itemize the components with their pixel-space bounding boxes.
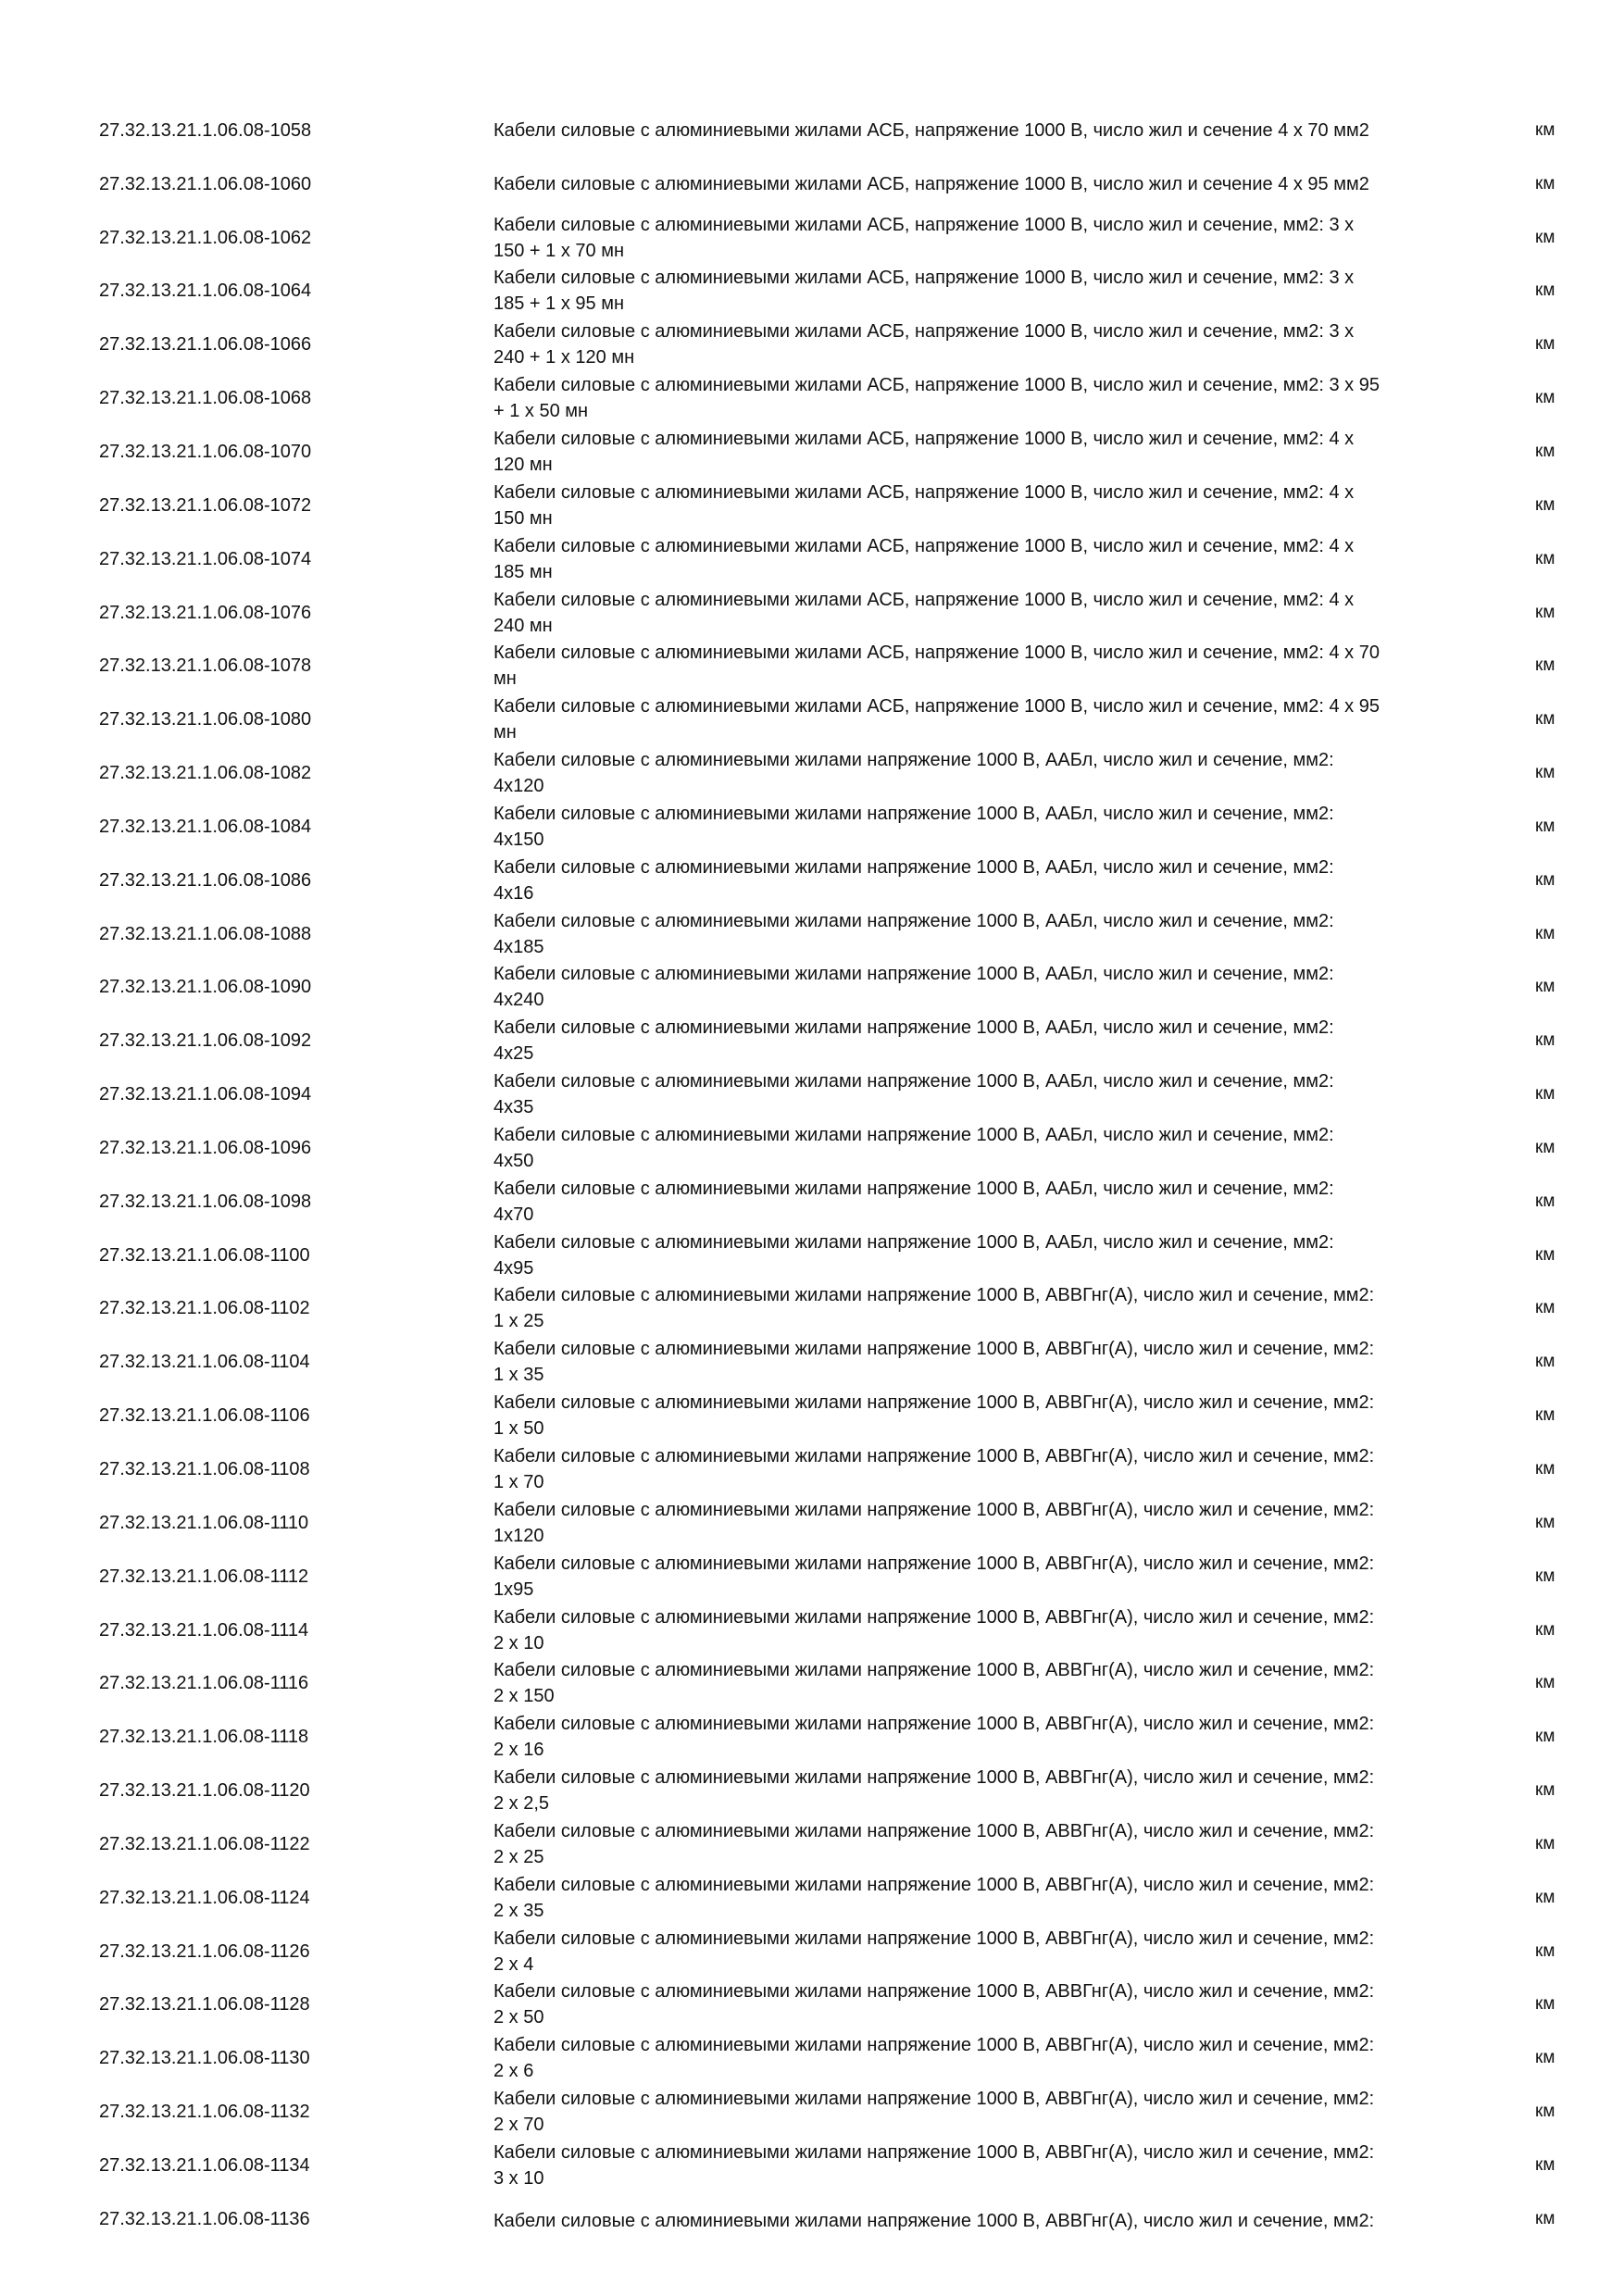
item-unit: км [1535,1833,1555,1853]
item-unit: км [1535,1673,1555,1693]
table-row [0,961,1624,1015]
item-code: 27.32.13.21.1.06.08-1112 [99,1566,309,1587]
item-description: Кабели силовые с алюминиевыми жилами напряжение 1000 В, АВВГнг(А), число жил и сечение, мм2: 1х120 [493,1499,1375,1546]
item-unit: км [1535,334,1555,355]
table-row [0,2031,1624,2085]
table-row [0,1925,1624,1978]
item-description: Кабели силовые с алюминиевыми жилами напряжение 1000 В, ААБл, число жил и сечение, мм2: 4х16 [493,856,1334,904]
item-description: Кабели силовые с алюминиевыми жилами напряжение 1000 В, ААБл, число жил и сечение, мм2: 4х185 [493,910,1334,957]
table-row [0,1710,1624,1764]
item-code: 27.32.13.21.1.06.08-1124 [99,1887,310,1908]
item-unit: км [1535,1084,1555,1104]
item-unit: км [1535,2154,1555,2175]
item-code: 27.32.13.21.1.06.08-1110 [99,1512,309,1533]
item-code: 27.32.13.21.1.06.08-1074 [99,548,312,569]
item-unit: км [1535,655,1555,676]
item-code: 27.32.13.21.1.06.08-1120 [99,1780,310,1802]
item-code: 27.32.13.21.1.06.08-1070 [99,441,312,462]
item-unit: км [1535,2048,1555,2068]
item-unit: км [1535,1137,1555,1157]
item-unit: км [1535,1298,1555,1318]
item-unit: км [1535,1405,1555,1426]
item-description: Кабели силовые с алюминиевыми жилами АСБ, напряжение 1000 В, число жил и сечение, мм2: 4 х 95 мн [493,696,1380,743]
item-description: Кабели силовые с алюминиевыми жилами напряжение 1000 В, ААБл, число жил и сечение, мм2: 4х95 [493,1231,1334,1279]
item-code: 27.32.13.21.1.06.08-1104 [99,1352,310,1373]
item-description: Кабели силовые с алюминиевыми жилами напряжение 1000 В, АВВГнг(А), число жил и сечение, мм2: 1 х 50 [493,1392,1375,1440]
item-description: Кабели силовые с алюминиевыми жилами напряжение 1000 В, АВВГнг(А), число жил и сечение, мм2: 2 х 2,5 [493,1767,1375,1815]
table-row [0,1229,1624,1282]
item-code: 27.32.13.21.1.06.08-1106 [99,1405,310,1427]
item-description: Кабели силовые с алюминиевыми жилами напряжение 1000 В, АВВГнг(А), число жил и сечение, мм2: 2 х 4 [493,1928,1375,1975]
item-unit: км [1535,1191,1555,1211]
item-code: 27.32.13.21.1.06.08-1128 [99,1994,310,2015]
table-row [0,1175,1624,1229]
item-code: 27.32.13.21.1.06.08-1064 [99,281,312,302]
item-code: 27.32.13.21.1.06.08-1092 [99,1030,312,1052]
item-unit: км [1535,1352,1555,1372]
item-unit: км [1535,763,1555,783]
item-code: 27.32.13.21.1.06.08-1060 [99,173,312,194]
item-description: Кабели силовые с алюминиевыми жилами напряжение 1000 В, АВВГнг(А), число жил и сечение, мм2: 2 х 35 [493,1874,1375,1921]
item-description: Кабели силовые с алюминиевыми жилами напряжение 1000 В, ААБл, число жил и сечение, мм2: 4х240 [493,964,1334,1011]
table-row [0,1656,1624,1710]
table-row [0,425,1624,479]
table-row [0,211,1624,265]
item-code: 27.32.13.21.1.06.08-1102 [99,1298,310,1319]
item-code: 27.32.13.21.1.06.08-1090 [99,977,312,998]
item-unit: км [1535,1459,1555,1479]
item-code: 27.32.13.21.1.06.08-1122 [99,1833,310,1854]
item-description: Кабели силовые с алюминиевыми жилами напряжение 1000 В, АВВГнг(А), число жил и сечение, мм2: 3 х 10 [493,2141,1375,2189]
item-description: Кабели силовые с алюминиевыми жилами напряжение 1000 В, АВВГнг(А), число жил и сечение, мм2: 1х95 [493,1553,1375,1600]
item-unit: км [1535,1727,1555,1747]
table-row [0,2139,1624,2192]
table-row [0,1603,1624,1657]
item-description: Кабели силовые с алюминиевыми жилами АСБ, напряжение 1000 В, число жил и сечение, мм2: 4 х 150 мн [493,481,1355,529]
table-row [0,318,1624,371]
item-description: Кабели силовые с алюминиевыми жилами напряжение 1000 В, АВВГнг(А), число жил и сечение, мм2: 2 х 6 [493,2035,1375,2082]
item-description: Кабели силовые с алюминиевыми жилами напряжение 1000 В, АВВГнг(А), число жил и сечение, мм2: 2 х 25 [493,1820,1375,1867]
item-unit: км [1535,1512,1555,1532]
item-unit: км [1535,1994,1555,2015]
table-row [0,1817,1624,1871]
item-unit: км [1535,173,1555,193]
item-description: Кабели силовые с алюминиевыми жилами напряжение 1000 В, АВВГнг(А), число жил и сечение, мм2: 2 х 150 [493,1660,1375,1707]
item-unit: км [1535,548,1555,568]
item-description: Кабели силовые с алюминиевыми жилами АСБ, напряжение 1000 В, число жил и сечение, мм2: 4 х 70 мн [493,643,1380,690]
item-unit: км [1535,1244,1555,1265]
item-description: Кабели силовые с алюминиевыми жилами напряжение 1000 В, АВВГнг(А), число жил и сечение, мм2: 2 х 16 [493,1714,1375,1761]
item-description: Кабели силовые с алюминиевыми жилами АСБ, напряжение 1000 В, число жил и сечение, мм2: 4 х 120 мн [493,428,1355,475]
item-code: 27.32.13.21.1.06.08-1126 [99,1940,310,1962]
item-code: 27.32.13.21.1.06.08-1088 [99,923,312,944]
item-unit: км [1535,602,1555,622]
item-unit: км [1535,2208,1555,2228]
table-row [0,1978,1624,2032]
item-code: 27.32.13.21.1.06.08-1130 [99,2048,310,2069]
item-code: 27.32.13.21.1.06.08-1078 [99,655,312,677]
table-row [0,157,1624,211]
table-row [0,586,1624,640]
item-code: 27.32.13.21.1.06.08-1080 [99,709,312,730]
item-description: Кабели силовые с алюминиевыми жилами напряжение 1000 В, ААБл, число жил и сечение, мм2: 4х35 [493,1071,1334,1118]
table-row [0,1121,1624,1175]
item-code: 27.32.13.21.1.06.08-1096 [99,1137,312,1158]
table-row [0,1282,1624,1336]
table-row [0,265,1624,318]
item-unit: км [1535,977,1555,997]
item-code: 27.32.13.21.1.06.08-1066 [99,334,312,356]
item-unit: км [1535,869,1555,890]
table-row [0,371,1624,425]
item-description: Кабели силовые с алюминиевыми жилами напряжение 1000 В, АВВГнг(А), число жил и сечение, мм2: 2 х 10 [493,1606,1375,1653]
item-code: 27.32.13.21.1.06.08-1086 [99,869,312,891]
item-code: 27.32.13.21.1.06.08-1076 [99,602,312,623]
table-row [0,1871,1624,1925]
item-code: 27.32.13.21.1.06.08-1098 [99,1191,312,1212]
item-unit: км [1535,388,1555,408]
item-description: Кабели силовые с алюминиевыми жилами напряжение 1000 В, АВВГнг(А), число жил и сечение, мм2: [493,2210,1375,2231]
item-unit: км [1535,119,1555,140]
item-unit: км [1535,1940,1555,1961]
table-row [0,1442,1624,1496]
item-unit: км [1535,923,1555,943]
table-row [0,1014,1624,1067]
item-unit: км [1535,227,1555,247]
item-description: Кабели силовые с алюминиевыми жилами напряжение 1000 В, ААБл, число жил и сечение, мм2: 4х25 [493,1017,1334,1065]
table-row [0,104,1624,157]
price-table [0,104,1624,2246]
item-description: Кабели силовые с алюминиевыми жилами напряжение 1000 В, АВВГнг(А), число жил и сечение, мм2: 1 х 35 [493,1339,1375,1386]
item-unit: км [1535,1887,1555,1907]
table-row [0,2085,1624,2139]
item-description: Кабели силовые с алюминиевыми жилами напряжение 1000 В, ААБл, число жил и сечение, мм2: 4х120 [493,750,1334,797]
item-unit: км [1535,1030,1555,1051]
table-row [0,800,1624,854]
item-code: 27.32.13.21.1.06.08-1134 [99,2154,310,2176]
item-description: Кабели силовые с алюминиевыми жилами напряжение 1000 В, ААБл, число жил и сечение, мм2: 4х50 [493,1124,1334,1171]
item-description: Кабели силовые с алюминиевыми жилами напряжение 1000 В, АВВГнг(А), число жил и сечение, мм2: 1 х 25 [493,1285,1375,1332]
item-code: 27.32.13.21.1.06.08-1068 [99,388,312,409]
item-code: 27.32.13.21.1.06.08-1118 [99,1727,309,1748]
item-description: Кабели силовые с алюминиевыми жилами напряжение 1000 В, ААБл, число жил и сечение, мм2: 4х150 [493,803,1334,850]
item-description: Кабели силовые с алюминиевыми жилами АСБ, напряжение 1000 В, число жил и сечение, мм2: 3 х 240 + 1 х 120 мн [493,321,1355,368]
table-row [0,693,1624,746]
item-description: Кабели силовые с алюминиевыми жилами напряжение 1000 В, АВВГнг(А), число жил и сечение, мм2: 1 х 70 [493,1446,1375,1493]
table-row [0,2192,1624,2246]
item-code: 27.32.13.21.1.06.08-1084 [99,816,312,837]
item-code: 27.32.13.21.1.06.08-1108 [99,1459,310,1480]
item-unit: км [1535,1780,1555,1801]
item-code: 27.32.13.21.1.06.08-1062 [99,227,312,248]
item-unit: км [1535,1619,1555,1640]
table-row [0,639,1624,693]
item-description: Кабели силовые с алюминиевыми жилами напряжение 1000 В, АВВГнг(А), число жил и сечение, мм2: 2 х 50 [493,1981,1375,2028]
item-code: 27.32.13.21.1.06.08-1082 [99,763,312,784]
item-code: 27.32.13.21.1.06.08-1072 [99,494,312,516]
table-row [0,1389,1624,1442]
item-unit: км [1535,816,1555,836]
item-unit: км [1535,1566,1555,1586]
item-description: Кабели силовые с алюминиевыми жилами АСБ, напряжение 1000 В, число жил и сечение, мм2: 3 х 185 + 1 х 95 мн [493,268,1355,315]
table-row [0,1067,1624,1121]
item-description: Кабели силовые с алюминиевыми жилами АСБ, напряжение 1000 В, число жил и сечение 4 х 70 мм2 [493,119,1369,141]
item-code: 27.32.13.21.1.06.08-1116 [99,1673,309,1694]
item-unit: км [1535,709,1555,730]
item-code: 27.32.13.21.1.06.08-1114 [99,1619,309,1641]
item-description: Кабели силовые с алюминиевыми жилами АСБ, напряжение 1000 В, число жил и сечение, мм2: 4 х 185 мн [493,535,1355,582]
item-code: 27.32.13.21.1.06.08-1136 [99,2208,310,2229]
item-description: Кабели силовые с алюминиевыми жилами АСБ, напряжение 1000 В, число жил и сечение, мм2: 3 х 150 + 1 х 70 мн [493,214,1355,261]
item-unit: км [1535,281,1555,301]
item-description: Кабели силовые с алюминиевыми жилами АСБ, напряжение 1000 В, число жил и сечение 4 х 95 мм2 [493,173,1369,194]
item-code: 27.32.13.21.1.06.08-1094 [99,1084,312,1105]
item-code: 27.32.13.21.1.06.08-1100 [99,1244,310,1266]
table-row [0,854,1624,907]
item-description: Кабели силовые с алюминиевыми жилами АСБ, напряжение 1000 В, число жил и сечение, мм2: 3 х 95 + 1 х 50 мн [493,375,1380,422]
item-unit: км [1535,441,1555,461]
table-row [0,907,1624,961]
table-row [0,1764,1624,1817]
item-description: Кабели силовые с алюминиевыми жилами АСБ, напряжение 1000 В, число жил и сечение, мм2: 4 х 240 мн [493,589,1355,636]
item-description: Кабели силовые с алюминиевыми жилами напряжение 1000 В, ААБл, число жил и сечение, мм2: 4х70 [493,1178,1334,1225]
item-description: Кабели силовые с алюминиевыми жилами напряжение 1000 В, АВВГнг(А), число жил и сечение, мм2: 2 х 70 [493,2089,1375,2136]
table-row [0,1335,1624,1389]
item-code: 27.32.13.21.1.06.08-1132 [99,2102,310,2123]
table-row [0,532,1624,586]
table-row [0,1550,1624,1603]
item-unit: км [1535,494,1555,515]
item-unit: км [1535,2102,1555,2122]
item-code: 27.32.13.21.1.06.08-1058 [99,119,312,141]
table-row [0,479,1624,532]
table-row [0,746,1624,800]
table-row [0,1496,1624,1550]
